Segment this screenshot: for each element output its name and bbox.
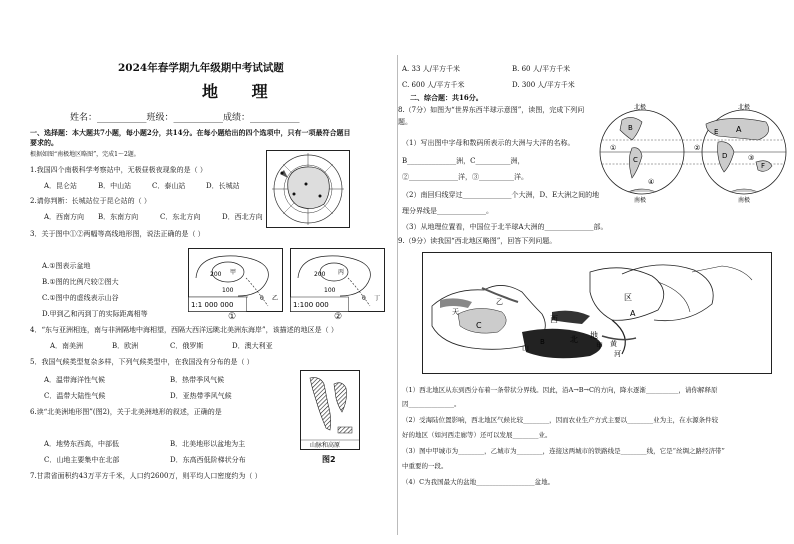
q9-sub2: （2）受海陆位置影响，西北地区气候比较________，因而农业生产方式主要以________业为主，在水源条件较 — [402, 416, 719, 424]
section2-heading: 二、综合题：共16分。 — [410, 93, 483, 102]
hemi-north-left: 北极 — [634, 104, 647, 111]
q6-option-c[interactable]: C．山地主要集中在北部 — [44, 456, 120, 464]
northwest-china-map — [422, 252, 772, 374]
q2-option-d[interactable]: D．西北方向 — [222, 213, 263, 221]
q3-stem: 3．关于图中①②两幅等高线地形图，说法正确的是（ ） — [30, 230, 205, 238]
nw-label-B: B — [540, 338, 545, 346]
subject-title: 地 理 — [202, 82, 282, 101]
nw-label-yi: 乙 — [496, 298, 503, 306]
hemi-label-D: D — [722, 152, 728, 160]
q6-stem: 6.读“北美洲地形图”(图2)，关于北美洲地形的叙述，正确的是 — [30, 408, 222, 416]
q8-stem: 8.（7分）如图为“世界东西半球示意图”，读图，完成下列问 — [398, 106, 585, 114]
figure-2-caption: 图2 — [322, 455, 336, 464]
contour2-label-ding: 丁 — [374, 295, 381, 302]
q3-option-c[interactable]: C.①图中的虚线表示山谷 — [42, 294, 119, 302]
contour2-label-bing: 丙 — [338, 269, 345, 276]
nw-label-jia: 甲 — [596, 342, 603, 350]
hemi-label-o3: ③ — [748, 154, 755, 162]
q8-sub3: （3）从地理位置看，中国位于北半球A大洲的______________部。 — [402, 223, 608, 231]
contour-map-2 — [290, 248, 385, 312]
world-hemispheres-map — [598, 100, 790, 204]
contour1-label-0: 0 — [260, 295, 264, 302]
contour2-scale: 1:100 000 — [293, 301, 329, 309]
q7-stem: 7.甘肃省面积约43万平方千米，人口约2600万，则平均人口密度约为（ ） — [30, 472, 262, 480]
q8-stem-cont: 题。 — [398, 118, 412, 126]
q1-option-a[interactable]: A．昆仑站 — [44, 182, 78, 190]
contour-map-2-number: ② — [334, 312, 343, 322]
na-legend-label: 山脉和高原 — [310, 442, 341, 449]
contour-map-1 — [188, 248, 283, 312]
hemi-label-F: F — [761, 162, 766, 170]
nw-label-tian: 天 — [452, 308, 459, 316]
contour1-label-jia: 甲 — [230, 269, 237, 276]
q9-sub2-b: 好的地区（如河西走廊等）还可以发展________业。 — [402, 431, 552, 439]
north-america-map — [300, 370, 360, 450]
q3-option-d[interactable]: D.甲到乙和丙到丁的实际距离相等 — [42, 310, 148, 318]
q6-option-a[interactable]: A．地势东西高，中部低 — [44, 440, 120, 448]
q4-option-b[interactable]: B．欧洲 — [112, 342, 139, 350]
q7-option-d[interactable]: D. 300 人/平方千米 — [512, 81, 575, 89]
q5-option-b[interactable]: B．热带季风气候 — [170, 376, 225, 384]
q8-sub1-b: ②______________洋，③__________洋。 — [402, 173, 528, 181]
section1-heading-cont: 要求的。 — [30, 138, 58, 147]
exam-title: 2024年春学期九年级期中考试试题 — [118, 62, 284, 74]
q9-sub3: （3）图中甲城市为________，乙城市为________，连接这两城市的铁路线是________线，它是“丝绸之路经济带” — [402, 447, 725, 455]
q9-sub1-b: 因______________。 — [402, 400, 461, 408]
q9-stem: 9.（9分）读我国“西北地区略图”，回答下列问题。 — [398, 237, 557, 245]
q8-sub2: （2）南回归线穿过______________个大洲，D、E大洲之间的地 — [402, 191, 600, 199]
nw-label-di: 地 — [590, 331, 598, 340]
student-info-row: 姓名：___________班级：___________成绩：___________ — [70, 113, 300, 123]
q2-option-b[interactable]: B．东南方向 — [98, 213, 139, 221]
q1-option-d[interactable]: D．长城站 — [206, 182, 240, 190]
q3-option-b[interactable]: B.①图的比例尺较②图大 — [42, 278, 119, 286]
q5-stem: 5．我国气候类型复杂多样，下列气候类型中，在我国没有分布的是（ ） — [30, 358, 254, 366]
contour2-label-100: 100 — [324, 287, 336, 294]
q8-sub1-a: B______________洲，C__________洲， — [402, 157, 525, 165]
nw-label-qu: 区 — [624, 293, 632, 302]
hemi-label-E: E — [714, 128, 719, 136]
hemi-label-B: B — [628, 124, 633, 132]
hemi-south-right: 南极 — [738, 197, 751, 204]
nw-label-huang: 黄 — [610, 340, 617, 348]
q6-option-b[interactable]: B．北美地形以盆地为主 — [170, 440, 246, 448]
q1-stem: 1.我国四个南极科学考察站中，无极昼极夜现象的是（ ） — [30, 166, 207, 174]
hemi-north-right: 北极 — [738, 104, 751, 111]
map-intro: 根据如图“南极地区略图”，完成1～2题。 — [30, 151, 140, 158]
contour1-label-100: 100 — [222, 287, 234, 294]
q4-option-d[interactable]: D．澳大利亚 — [232, 342, 273, 350]
hemi-label-o1: ① — [610, 144, 617, 152]
q5-option-d[interactable]: D．亚热带季风气候 — [170, 392, 232, 400]
hemi-label-A: A — [736, 125, 742, 134]
q8-sub1: （1）写出图中字母和数码所表示的大洲与大洋的名称。 — [402, 139, 575, 147]
hemi-south-left: 南极 — [634, 197, 647, 204]
q2-option-c[interactable]: C．东北方向 — [160, 213, 201, 221]
contour1-label-200: 200 — [210, 271, 222, 278]
q2-option-a[interactable]: A．西南方向 — [44, 213, 85, 221]
q9-sub4: （4）C为我国最大的盆地__________________盆地。 — [402, 478, 555, 486]
q4-option-c[interactable]: C．俄罗斯 — [170, 342, 204, 350]
nw-label-bei: 北 — [570, 335, 578, 344]
nw-label-xi: 西 — [550, 315, 558, 324]
q8-sub2-b: 理分界线是______________。 — [402, 207, 493, 215]
q9-sub3-b: 中重要的一段。 — [402, 462, 448, 470]
contour1-scale: 1:1 000 000 — [191, 301, 234, 309]
contour-map-1-number: ① — [228, 312, 237, 322]
contour2-label-200: 200 — [314, 271, 326, 278]
q1-option-c[interactable]: C．泰山站 — [152, 182, 186, 190]
hemi-label-o4: ④ — [648, 178, 655, 186]
hemi-label-C: C — [633, 156, 638, 164]
nw-label-he: 河 — [614, 350, 621, 358]
nw-label-shan: 山 — [522, 344, 529, 352]
q5-option-a[interactable]: A．温带海洋性气候 — [44, 376, 106, 384]
q5-option-c[interactable]: C．温带大陆性气候 — [44, 392, 106, 400]
q3-option-a[interactable]: A.①图表示盆地 — [42, 262, 91, 270]
q7-option-c[interactable]: C. 600 人/平方千米 — [402, 81, 465, 89]
nw-label-C: C — [476, 321, 482, 330]
q7-option-a[interactable]: A. 33 人/平方千米 — [402, 65, 460, 73]
contour1-label-yi: 乙 — [272, 295, 279, 302]
q7-option-b[interactable]: B. 60 人/平方千米 — [512, 65, 571, 73]
antarctica-map — [266, 150, 350, 228]
q2-stem: 2.请你判断：长城站位于昆仑站的（ ） — [30, 197, 151, 205]
q4-stem: 4．“东与亚洲相连，南与非洲隔地中海相望，西隔大西洋远眺北美洲东海岸”，该描述的地区是（ ） — [30, 326, 338, 334]
contour2-label-0: 0 — [362, 295, 366, 302]
q9-sub1: （1）西北地区从东到西分布着一条带状分界线。因此，沿A→B→C的方向，降水逐渐__________，请你解释原 — [402, 386, 718, 394]
hemi-label-o2: ② — [694, 144, 701, 152]
q6-option-d[interactable]: D．东高西低阶梯状分布 — [170, 456, 246, 464]
q1-option-b[interactable]: B．中山站 — [98, 182, 132, 190]
column-divider — [397, 55, 398, 535]
section1-heading: 一、选择题：本大题共7小题，每小题2分，共14分。在每小题给出的四个选项中，只有一项最符合题目 — [30, 128, 351, 137]
nw-label-A: A — [630, 309, 636, 318]
q4-option-a[interactable]: A．南美洲 — [50, 342, 84, 350]
